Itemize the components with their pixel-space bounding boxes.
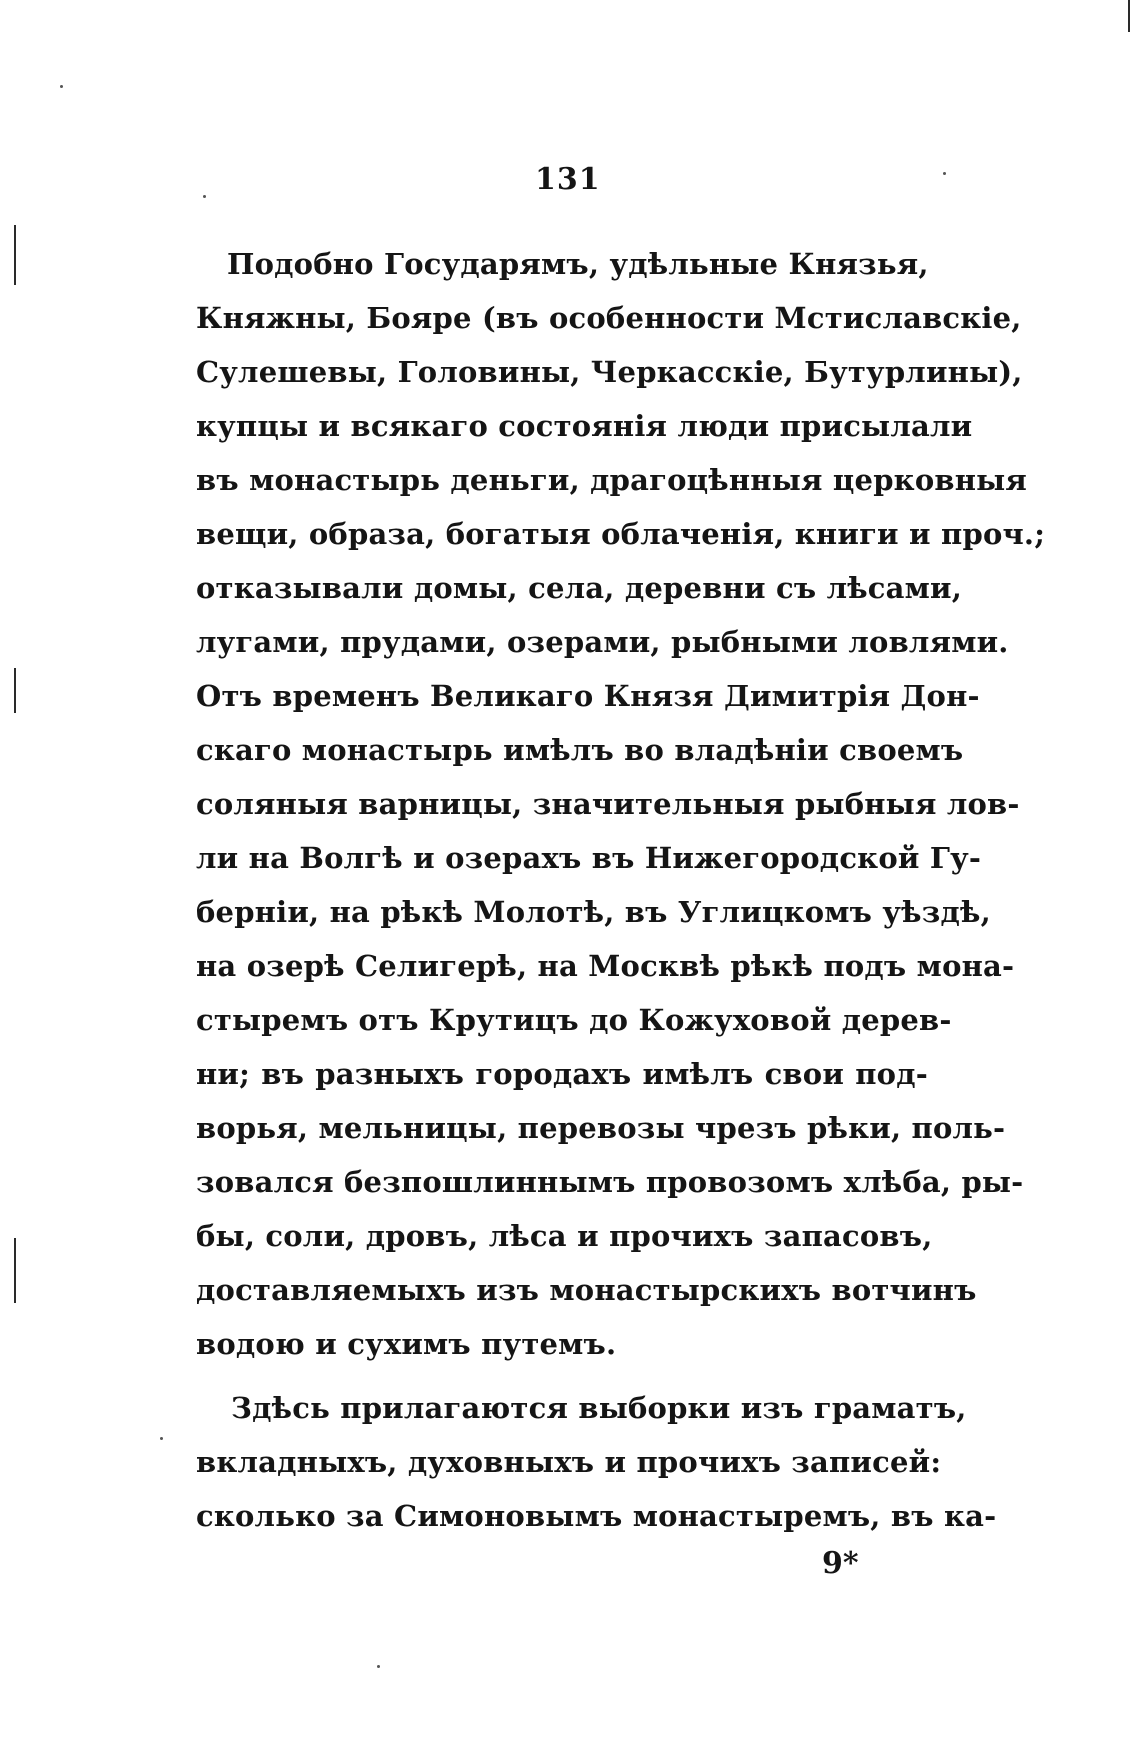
text-line: Подобно Государямъ, удѣльные Князья, (227, 247, 929, 281)
text-line: въ монастырь деньги, драгоцѣнныя церковныя (196, 463, 1028, 497)
text-line: бы, соли, дровъ, лѣса и прочихъ запасовъ, (196, 1219, 933, 1253)
page-number: 131 (535, 162, 601, 197)
text-line: зовался безпошлиннымъ провозомъ хлѣба, ры- (196, 1165, 1024, 1199)
text-line: сколько за Симоновымъ монастыремъ, въ ка- (196, 1499, 997, 1533)
text-line: соляныя варницы, значительныя рыбныя лов- (196, 787, 1020, 821)
scan-margin-rule (14, 225, 16, 285)
scan-margin-rule (1128, 0, 1130, 32)
text-line: вещи, образа, богатыя облаченія, книги и проч.; (196, 517, 1046, 551)
text-line: доставляемыхъ изъ монастырскихъ вотчинъ (196, 1273, 977, 1307)
text-line: ли на Волгѣ и озерахъ въ Нижегородской Гу- (196, 841, 982, 875)
scan-margin-rule (14, 1238, 16, 1303)
scan-speck (160, 1437, 163, 1440)
text-line: вкладныхъ, духовныхъ и прочихъ записей: (196, 1445, 942, 1479)
scan-margin-rule (14, 668, 16, 713)
text-line: отказывали домы, села, деревни съ лѣсами, (196, 571, 963, 605)
text-line: скаго монастырь имѣлъ во владѣніи своемъ (196, 733, 964, 767)
text-line: Здѣсь прилагаются выборки изъ граматъ, (231, 1391, 967, 1425)
text-line: на озерѣ Селигерѣ, на Москвѣ рѣкѣ подъ мона- (196, 949, 1015, 983)
scan-speck (60, 85, 63, 88)
scan-speck (943, 172, 946, 175)
text-line: Отъ временъ Великаго Князя Димитрія Дон- (196, 679, 980, 713)
text-line: водою и сухимъ путемъ. (196, 1327, 617, 1361)
text-line: ни; въ разныхъ городахъ имѣлъ свои под- (196, 1057, 928, 1091)
scan-speck (377, 1665, 380, 1668)
text-line: берніи, на рѣкѣ Молотѣ, въ Углицкомъ уѣздѣ, (196, 895, 991, 929)
text-line: ворья, мельницы, перевозы чрезъ рѣки, поль- (196, 1111, 1006, 1145)
signature-mark: 9* (822, 1546, 859, 1581)
text-line: лугами, прудами, озерами, рыбными ловлями. (196, 625, 1009, 659)
text-line: Сулешевы, Головины, Черкасскіе, Бутурлины), (196, 355, 1023, 389)
text-line: купцы и всякаго состоянія люди присылали (196, 409, 973, 443)
text-line: стыремъ отъ Крутицъ до Кожуховой дерев- (196, 1003, 952, 1037)
scan-speck (203, 195, 206, 198)
text-line: Княжны, Бояре (въ особенности Мстиславскіе, (196, 301, 1022, 335)
